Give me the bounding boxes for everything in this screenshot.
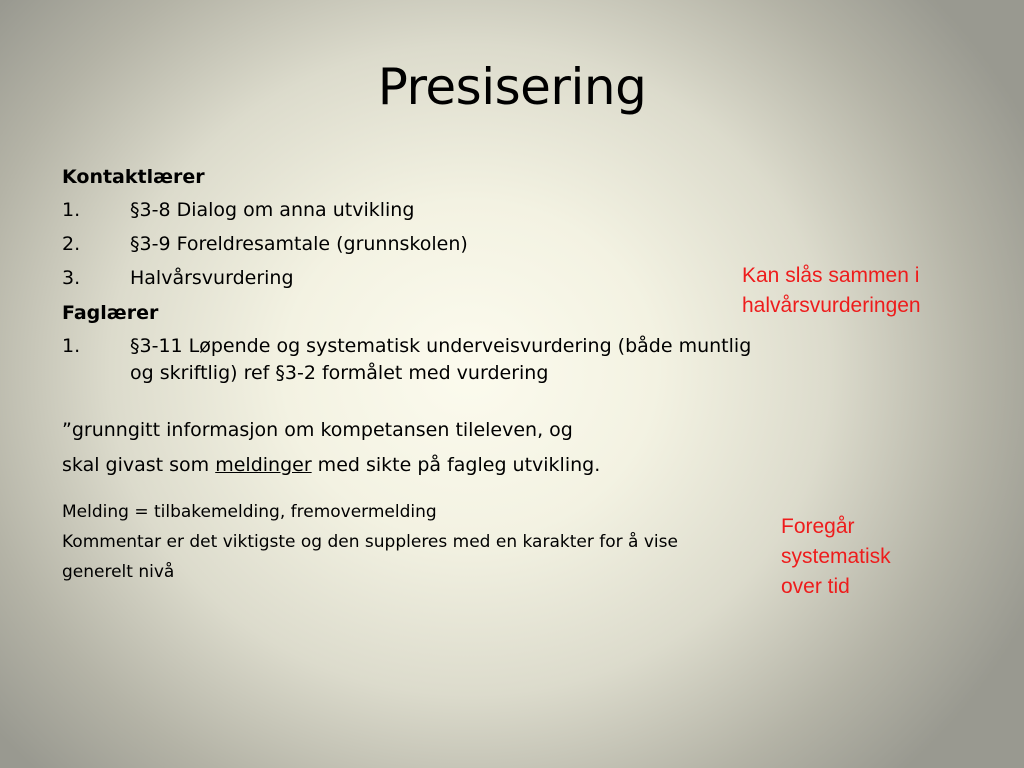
quote-line-1: ”grunngitt informasjon om kompetansen tileleven, og <box>62 419 573 441</box>
list-text: §3-11 Løpende og systematisk underveisvurdering (både muntlig og skriftlig) ref §3-2 formålet med vurdering <box>130 335 752 384</box>
side-note-line: systematisk <box>781 545 891 568</box>
heading-kontaktlaerer: Kontaktlærer <box>62 166 205 188</box>
side-note-line: halvårsvurderingen <box>742 294 921 317</box>
side-note-line: Kan slås sammen i <box>742 264 920 287</box>
quote-text-before: skal givast som <box>62 454 216 476</box>
list-text: Halvårsvurdering <box>130 267 294 289</box>
list-item <box>62 330 752 391</box>
side-note-line: Foregår <box>781 515 855 538</box>
list-number: 1. <box>62 335 81 357</box>
note-kommentar: Kommentar er det viktigste og den suppleres med en karakter for å vise generelt nivå <box>62 532 678 582</box>
notes-block <box>62 497 752 587</box>
side-note-line: over tid <box>781 575 850 598</box>
slide-title: Presisering <box>377 58 647 116</box>
list-number: 1. <box>62 199 81 221</box>
list-text: §3-8 Dialog om anna utvikling <box>130 199 415 221</box>
note-melding: Melding = tilbakemelding, fremovermelding <box>62 502 437 522</box>
side-note-merge <box>742 261 921 321</box>
list-text: §3-9 Foreldresamtale (grunnskolen) <box>130 233 468 255</box>
quote-underlined-word: meldinger <box>215 454 312 476</box>
side-note-systematic <box>781 512 891 602</box>
quote-text-after: med sikte på fagleg utvikling. <box>311 454 601 476</box>
quote-line-2 <box>62 448 752 483</box>
list-number: 2. <box>62 233 81 255</box>
heading-faglaerer: Faglærer <box>62 302 159 324</box>
quote-paragraph <box>62 413 752 483</box>
list-item <box>62 262 752 296</box>
slide-body <box>62 160 752 587</box>
list-item <box>62 228 752 262</box>
list-item <box>62 194 752 228</box>
list-number: 3. <box>62 267 81 289</box>
